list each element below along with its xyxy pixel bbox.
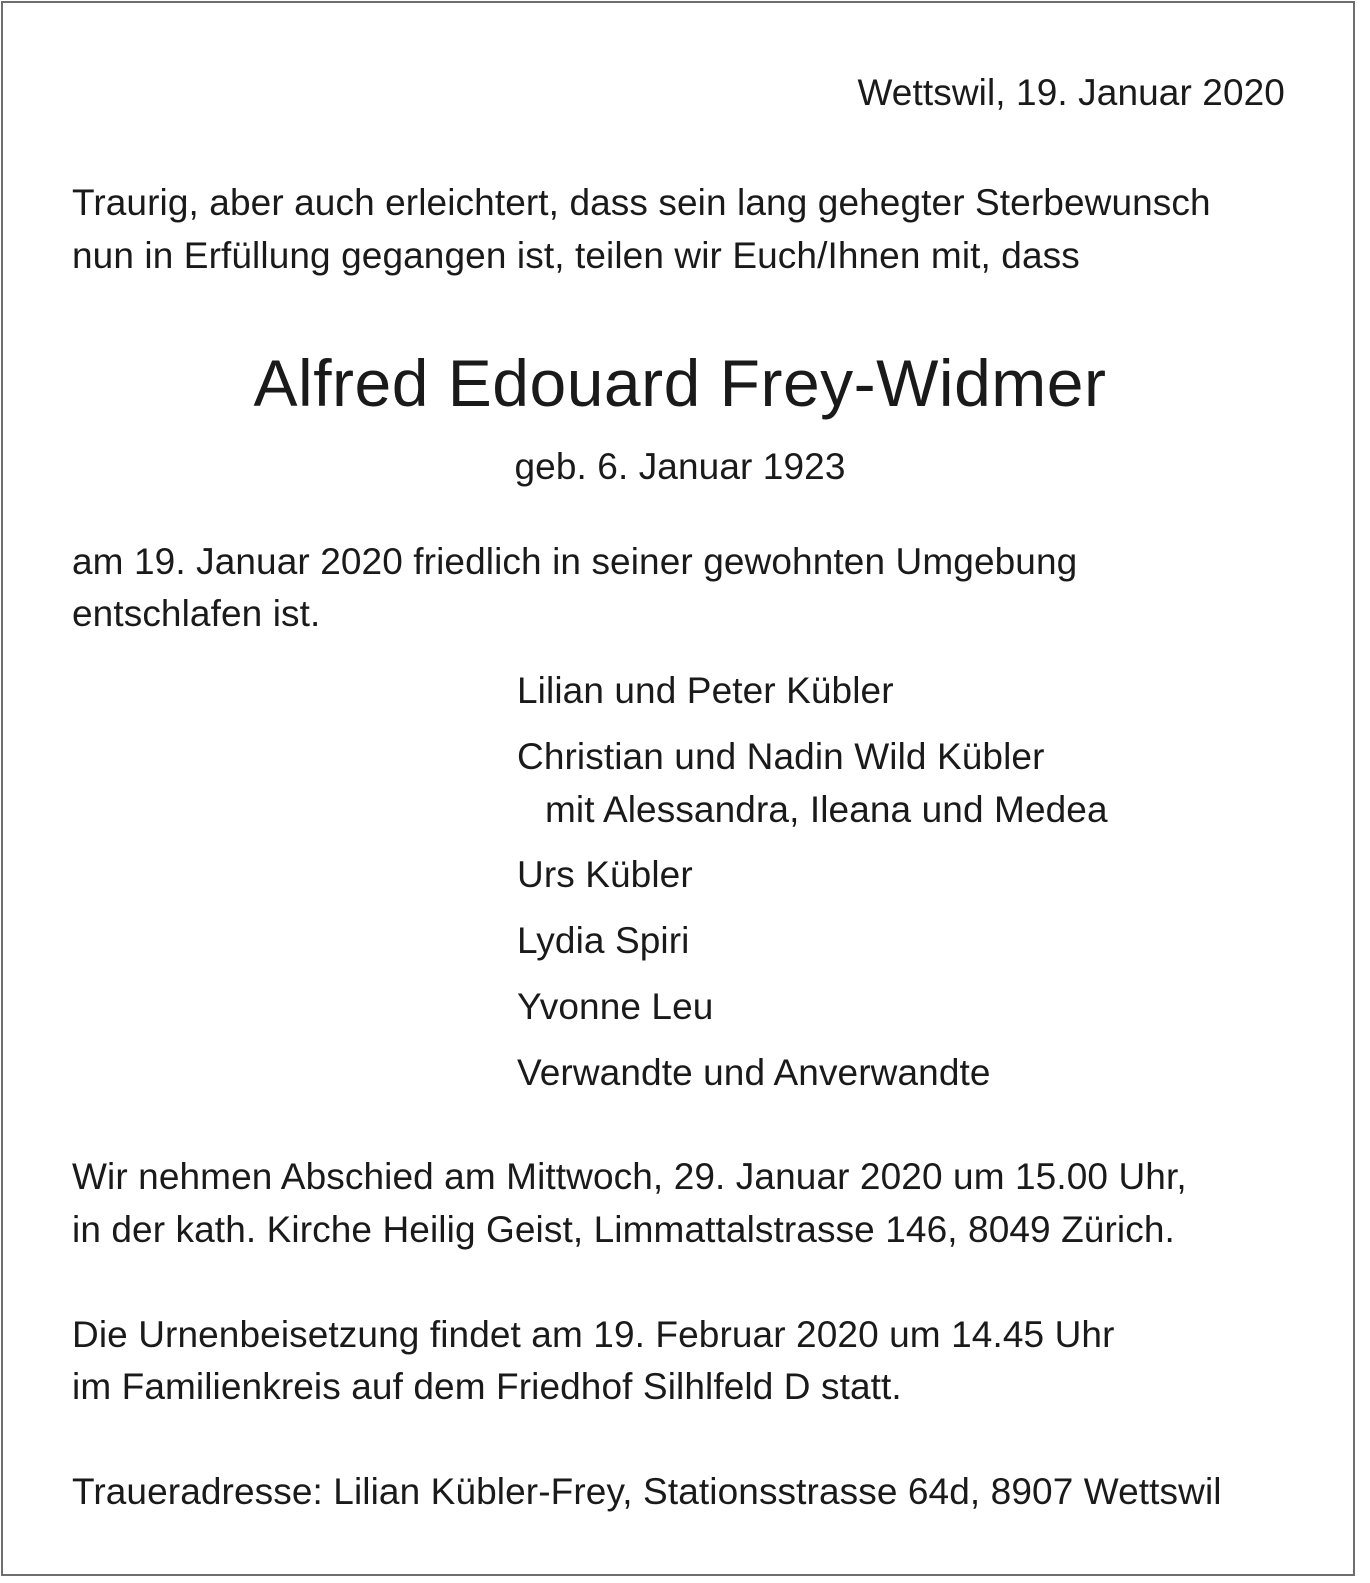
- intro-line-2: nun in Erfüllung gegangen ist, teilen wir Euch/Ihnen mit, dass: [72, 235, 1080, 276]
- mourning-address: Traueradresse: Lilian Kübler-Frey, Stationsstrasse 64d, 8907 Wettswil: [72, 1471, 1222, 1512]
- mourner-2-children: mit Alessandra, Ileana und Medea: [545, 789, 1108, 830]
- mourner-2: Christian und Nadin Wild Kübler: [517, 736, 1045, 777]
- mourner-6: Verwandte und Anverwandte: [517, 1052, 991, 1093]
- mourner-1: Lilian und Peter Kübler: [517, 670, 894, 711]
- place-date: Wettswil, 19. Januar 2020: [857, 72, 1285, 113]
- burial-line-2: im Familienkreis auf dem Friedhof Silhlfeld D statt.: [72, 1366, 902, 1407]
- mourner-4: Lydia Spiri: [517, 920, 690, 961]
- passing-line-2: entschlafen ist.: [72, 593, 321, 634]
- birth-date: geb. 6. Januar 1923: [514, 446, 846, 487]
- obituary-notice: [1, 1, 1355, 1576]
- farewell-line-1: Wir nehmen Abschied am Mittwoch, 29. Januar 2020 um 15.00 Uhr,: [72, 1156, 1187, 1197]
- mourner-3: Urs Kübler: [517, 854, 693, 895]
- deceased-name: Alfred Edouard Frey-Widmer: [253, 346, 1107, 420]
- farewell-line-2: in der kath. Kirche Heilig Geist, Limmattalstrasse 146, 8049 Zürich.: [72, 1209, 1175, 1250]
- mourner-5: Yvonne Leu: [517, 986, 714, 1027]
- burial-line-1: Die Urnenbeisetzung findet am 19. Februar 2020 um 14.45 Uhr: [72, 1314, 1115, 1355]
- intro-line-1: Traurig, aber auch erleichtert, dass sein lang gehegter Sterbewunsch: [72, 182, 1211, 223]
- passing-line-1: am 19. Januar 2020 friedlich in seiner gewohnten Umgebung: [72, 541, 1078, 582]
